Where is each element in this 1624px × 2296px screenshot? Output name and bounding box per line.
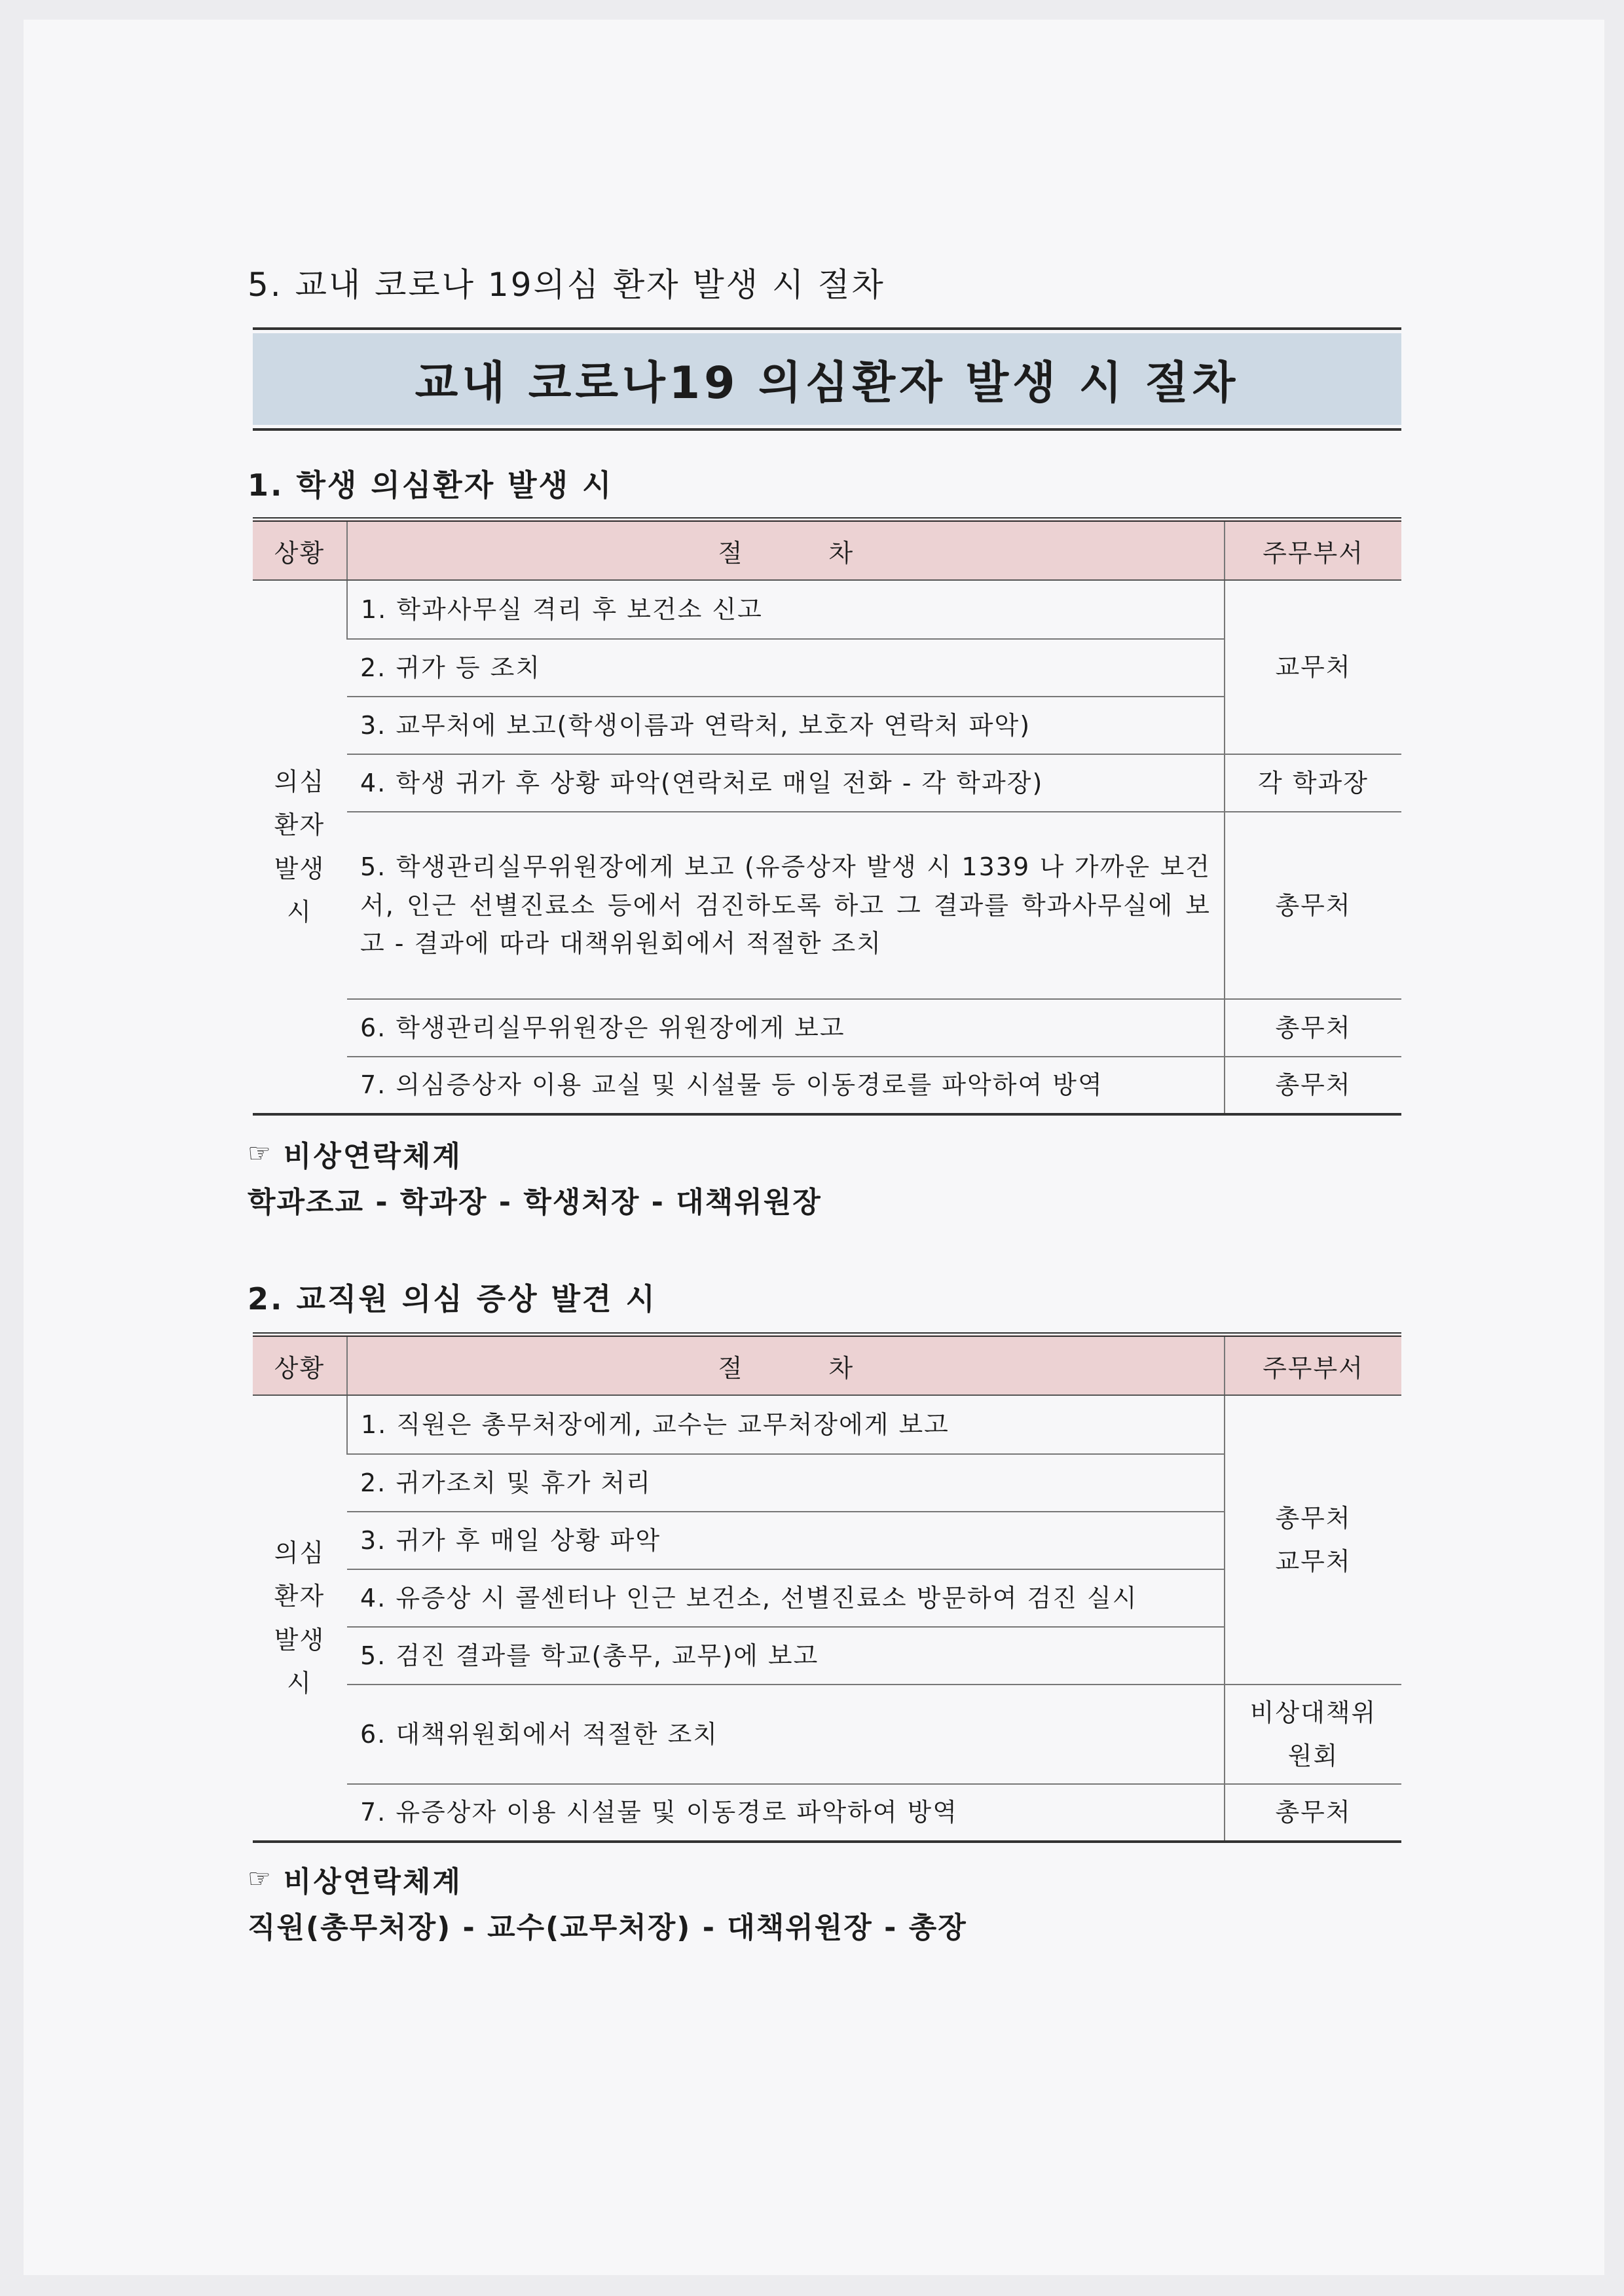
step-cell: 3. 교무처에 보고(학생이름과 연락처, 보호자 연락처 파악)	[347, 697, 1225, 754]
section1-heading: 1. 학생 의심환자 발생 시	[248, 467, 614, 503]
step-cell: 5. 학생관리실무위원장에게 보고 (유증상자 발생 시 1339 나 가까운 보건서, 인근 선별진료소 등에서 검진하도록 하고 그 결과를 학과사무실에 보고 - 결과에 따라 대책위원회에서 적절한 조치	[347, 812, 1225, 999]
situation-cell	[253, 1395, 347, 1842]
table-header-row	[253, 1335, 1401, 1396]
header-department: 주무부서	[1225, 520, 1401, 581]
department-cell: 총무처	[1225, 999, 1401, 1057]
step-cell: 1. 직원은 총무처장에게, 교수는 교무처장에게 보고	[347, 1395, 1225, 1454]
header-procedure: 절 차	[347, 520, 1225, 581]
department-text: 비상대책위 원회	[1249, 1698, 1377, 1770]
banner-title: 교내 코로나19 의심환자 발생 시 절차	[415, 357, 1240, 409]
situation-cell	[253, 580, 347, 1114]
table-header-row	[253, 520, 1401, 581]
department-cell	[1225, 1685, 1401, 1784]
department-text: 총무처 교무처	[1275, 1503, 1352, 1576]
header-situation: 상황	[253, 1335, 347, 1396]
header-department: 주무부서	[1225, 1335, 1401, 1396]
step-cell: 4. 학생 귀가 후 상황 파악(연락처로 매일 전화 - 각 학과장)	[347, 754, 1225, 812]
pointing-hand-icon: ☞	[248, 1139, 273, 1169]
step-cell: 3. 귀가 후 매일 상황 파악	[347, 1512, 1225, 1569]
title-banner	[253, 327, 1401, 431]
step-cell: 5. 검진 결과를 학교(총무, 교무)에 보고	[347, 1627, 1225, 1685]
emergency-contact-label	[248, 1858, 462, 1900]
step-cell: 4. 유증상 시 콜센터나 인근 보건소, 선별진료소 방문하여 검진 실시	[347, 1569, 1225, 1627]
department-cell	[1225, 1395, 1401, 1685]
contact-label-text: 비상연락체계	[283, 1865, 462, 1899]
contact-label-text: 비상연락체계	[283, 1140, 462, 1173]
department-cell: 총무처	[1225, 812, 1401, 999]
table-row	[253, 1057, 1401, 1114]
section-title: 5. 교내 코로나 19의심 환자 발생 시 절차	[248, 266, 885, 304]
department-cell: 각 학과장	[1225, 754, 1401, 812]
table-row	[253, 1784, 1401, 1842]
table-row	[253, 999, 1401, 1057]
step-cell: 7. 유증상자 이용 시설물 및 이동경로 파악하여 방역	[347, 1784, 1225, 1842]
emergency-contact-chain: 학과조교 - 학과장 - 학생처장 - 대책위원장	[248, 1186, 822, 1219]
step-cell: 1. 학과사무실 격리 후 보건소 신고	[347, 580, 1225, 639]
staff-procedure-table	[253, 1332, 1401, 1843]
section2-heading: 2. 교직원 의심 증상 발견 시	[248, 1281, 657, 1317]
department-cell: 총무처	[1225, 1784, 1401, 1842]
table-row	[253, 812, 1401, 999]
department-cell: 교무처	[1225, 580, 1401, 754]
step-cell: 6. 대책위원회에서 적절한 조치	[347, 1685, 1225, 1784]
step-cell: 2. 귀가조치 및 휴가 처리	[347, 1454, 1225, 1512]
step-cell: 7. 의심증상자 이용 교실 및 시설물 등 이동경로를 파악하여 방역	[347, 1057, 1225, 1114]
department-cell: 총무처	[1225, 1057, 1401, 1114]
situation-text: 의심 환자 발생 시	[274, 1538, 325, 1698]
table-row	[253, 580, 1401, 639]
emergency-contact-chain: 직원(총무처장) - 교수(교무처장) - 대책위원장 - 총장	[248, 1911, 967, 1944]
header-situation: 상황	[253, 520, 347, 581]
student-procedure-table	[253, 517, 1401, 1116]
situation-text: 의심 환자 발생 시	[274, 767, 325, 926]
emergency-contact-label	[248, 1133, 462, 1175]
pointing-hand-icon: ☞	[248, 1864, 273, 1894]
step-cell: 6. 학생관리실무위원장은 위원장에게 보고	[347, 999, 1225, 1057]
table-row	[253, 1395, 1401, 1454]
table-row	[253, 754, 1401, 812]
step-cell: 2. 귀가 등 조치	[347, 639, 1225, 697]
table-row	[253, 1685, 1401, 1784]
header-procedure: 절 차	[347, 1335, 1225, 1396]
